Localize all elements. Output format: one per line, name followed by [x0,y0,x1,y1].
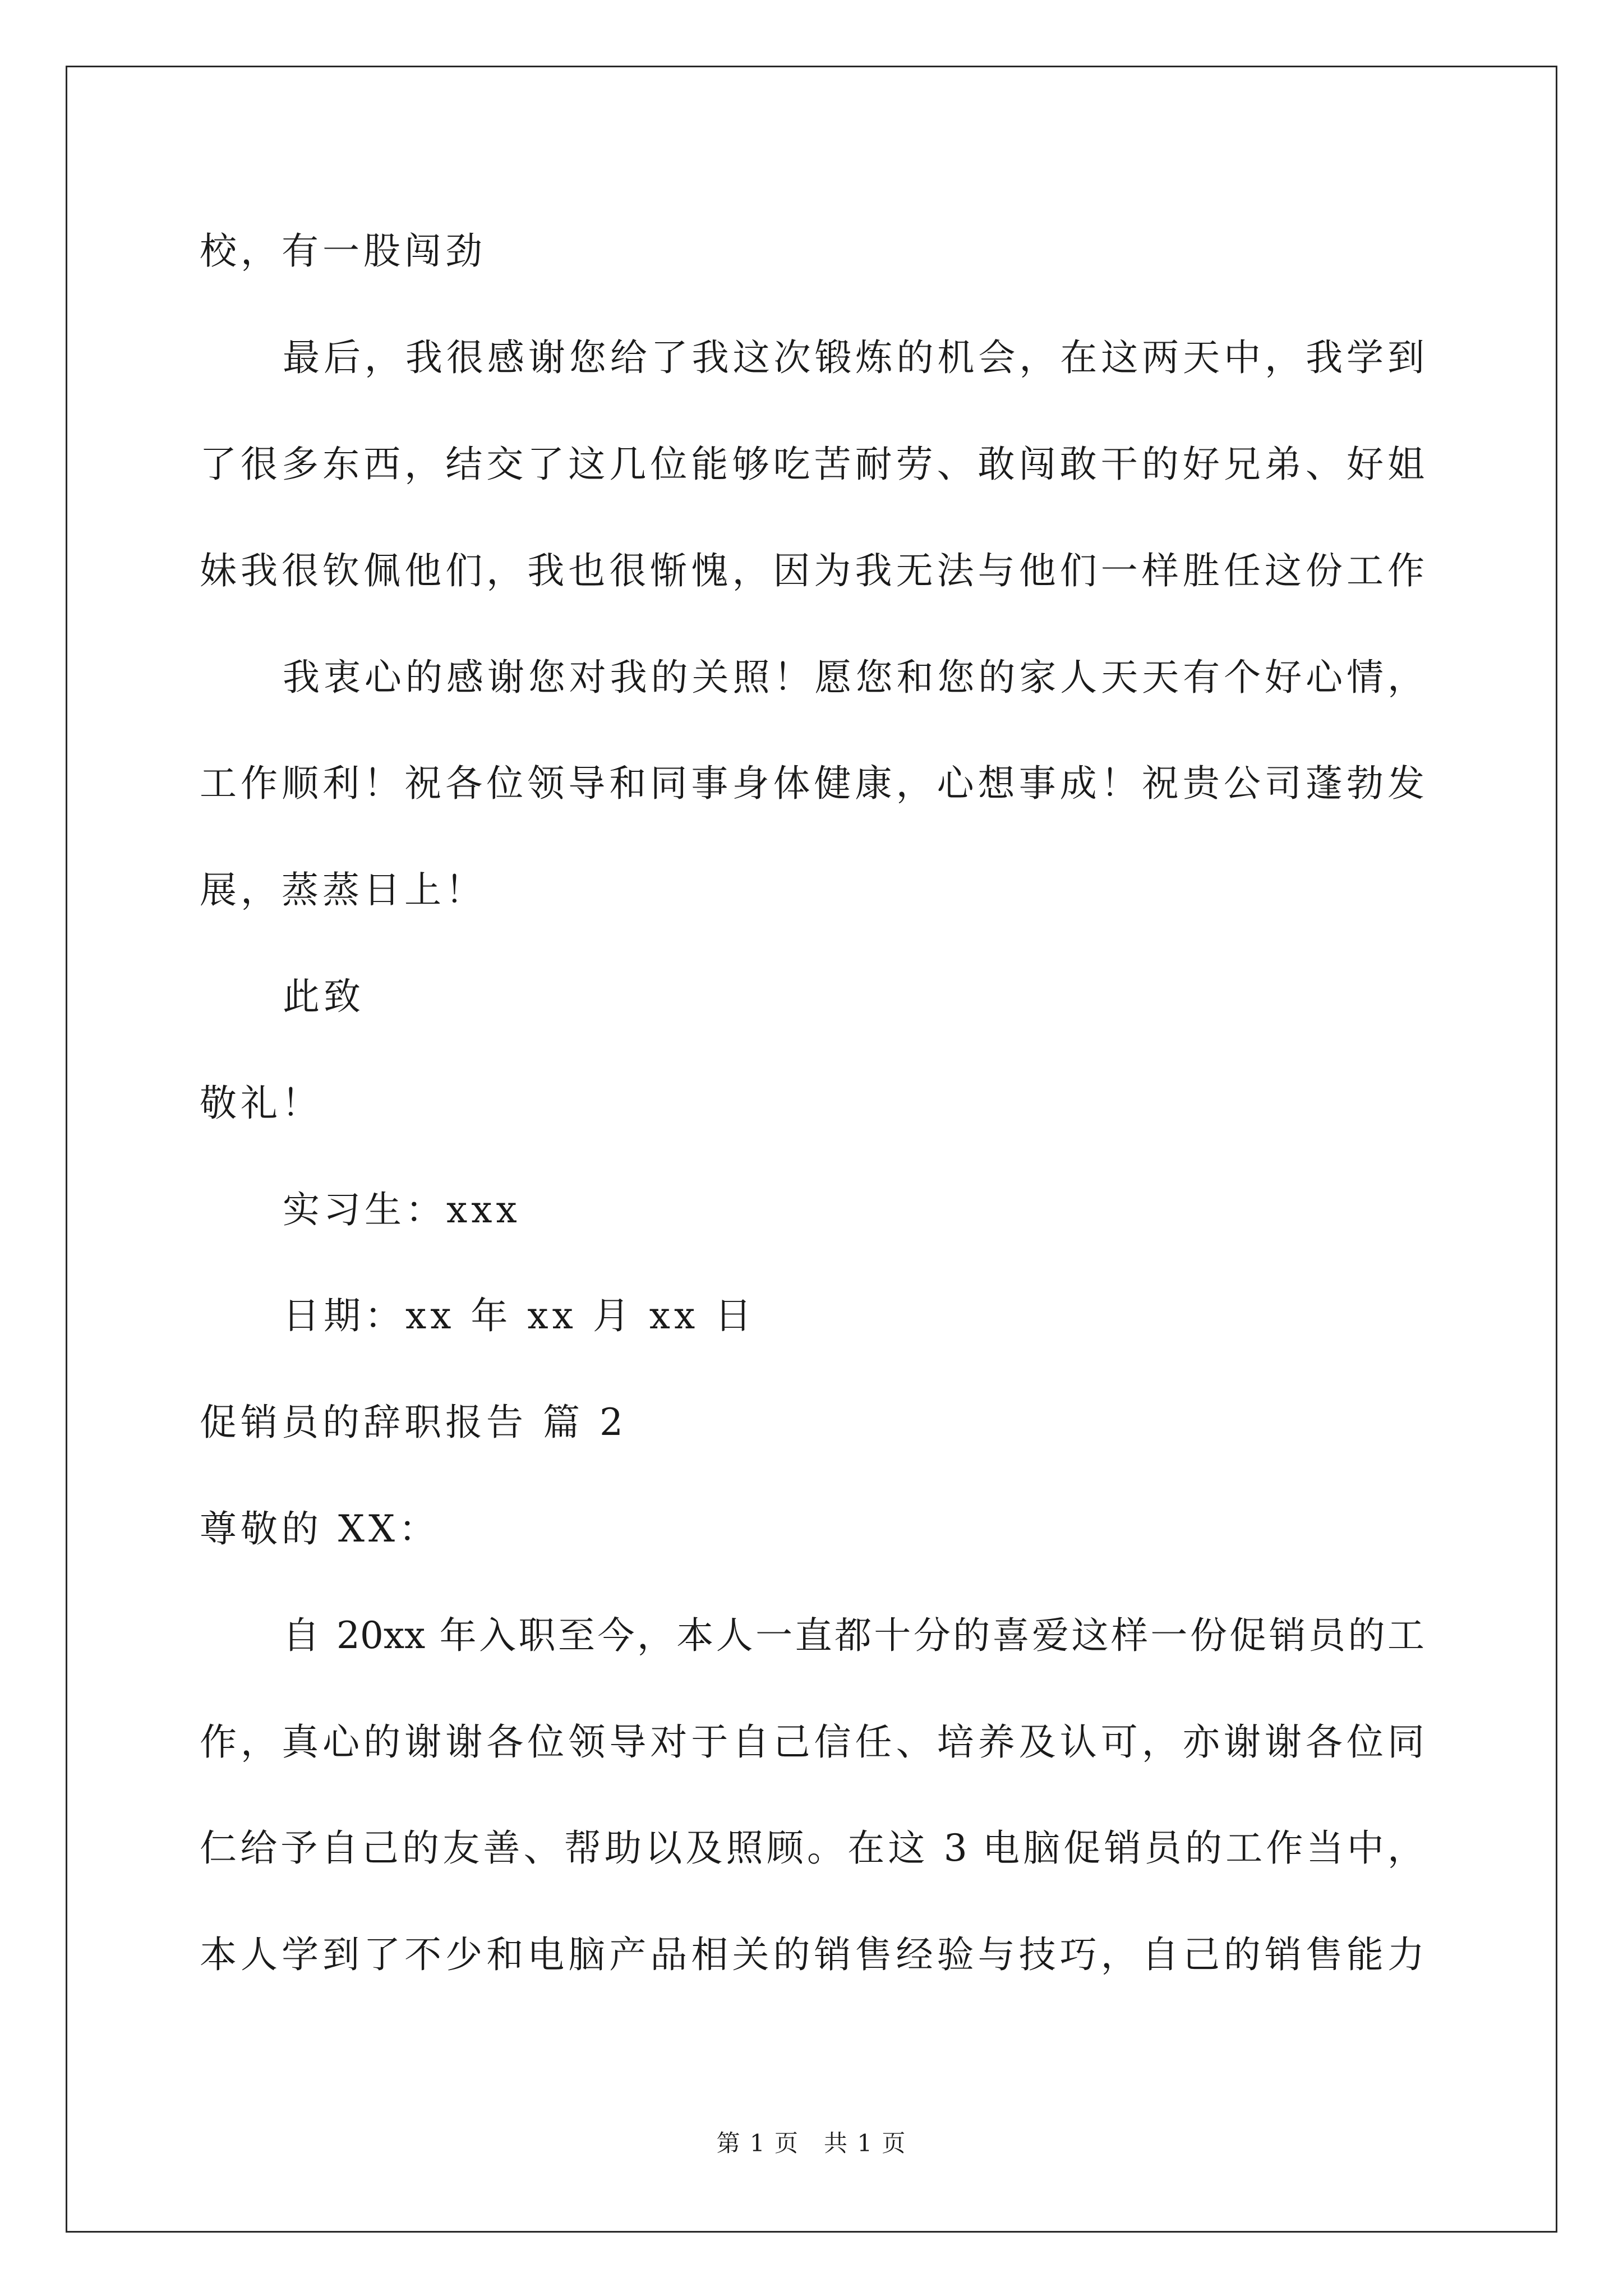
text-line: 最后，我很感谢您给了我这次锻炼的机会，在这两天中，我学到 [283,336,1424,379]
salutation-closing: 此致 [283,975,365,1018]
text-line: 我衷心的感谢您对我的关照！愿您和您的家人天天有个好心情， [283,656,1424,699]
page-border [66,66,1557,2233]
signature-intern: 实习生：xxx [283,1188,521,1231]
page-footer: 第 1 页 共 1 页 [716,2129,907,2157]
section-heading: 促销员的辞职报告 篇 2 [200,1401,627,1444]
salutation-regards: 敬礼！ [200,1082,322,1125]
text-line: 展，蒸蒸日上！ [200,868,486,912]
text-line: 作，真心的谢谢各位领导对于自己信任、培养及认可，亦谢谢各位同 [200,1720,1424,1764]
text-line: 仁给予自己的友善、帮助以及照顾。在这 3 电脑促销员的工作当中， [200,1826,1424,1870]
text-line: 自 20xx 年入职至今，本人一直都十分的喜爱这样一份促销员的工 [283,1614,1424,1657]
text-line: 本人学到了不少和电脑产品相关的销售经验与技巧，自己的销售能力 [200,1933,1424,1976]
text-line: 妹我很钦佩他们，我也很惭愧，因为我无法与他们一样胜任这份工作 [200,549,1424,592]
signature-date: 日期：xx 年 xx 月 xx 日 [283,1294,756,1337]
text-line: 工作顺利！祝各位领导和同事身体健康，心想事成！祝贵公司蓬勃发 [200,762,1424,805]
text-line: 校，有一股闯劲 [200,229,486,273]
letter-greeting: 尊敬的 XX： [200,1507,440,1550]
text-line: 了很多东西，结交了这几位能够吃苦耐劳、敢闯敢干的好兄弟、好姐 [200,443,1424,486]
